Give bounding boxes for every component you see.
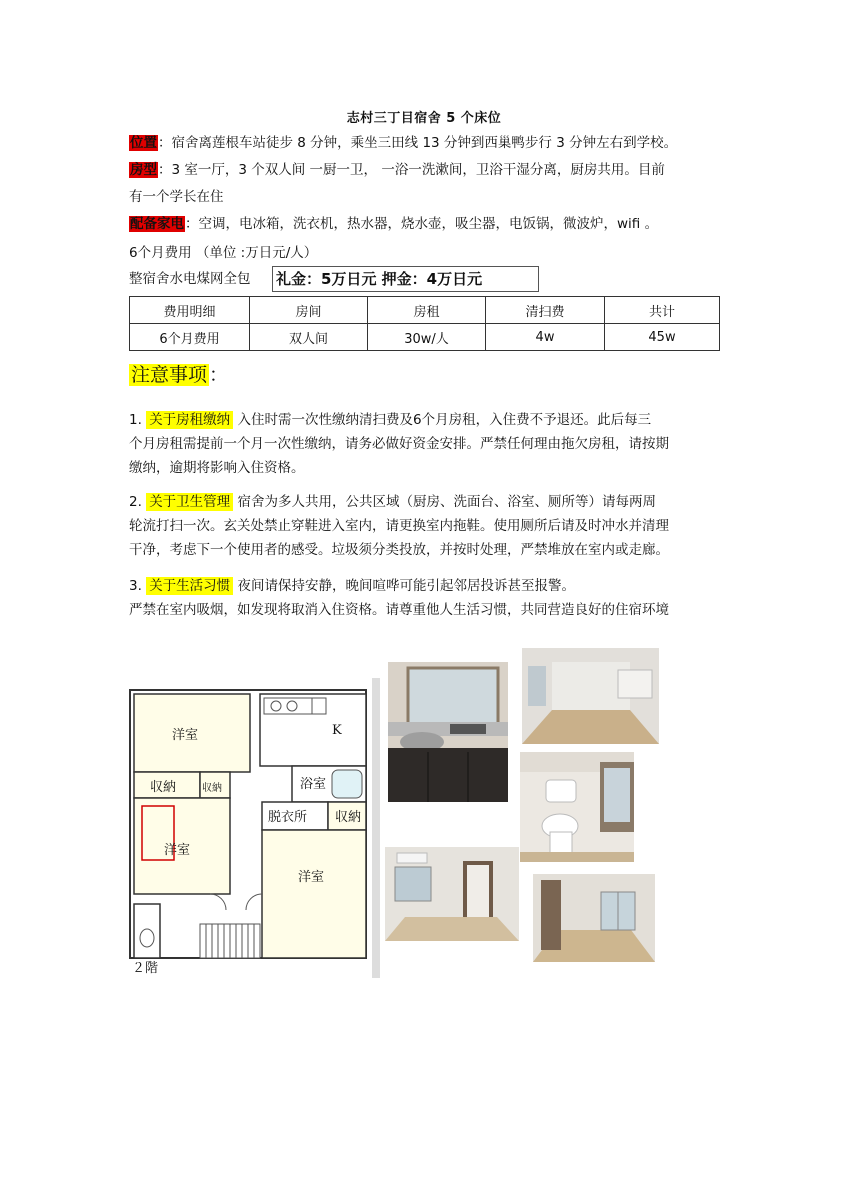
notice-number: 3. — [129, 578, 142, 594]
room-label: 収納 — [202, 783, 222, 794]
floor-plan-drawing — [128, 676, 382, 978]
notice-label: 关于生活习惯 — [146, 577, 233, 595]
fee-header-cell: 费用明细 — [130, 297, 250, 324]
fee-cell: 30w/人 — [368, 324, 486, 351]
notice-item-2 — [129, 490, 721, 562]
notice-item-3 — [129, 574, 721, 622]
room-photo-1 — [522, 648, 659, 744]
notice-text: 宿舍为多人共用，公共区域（厨房、洗面台、浴室、厕所等）请每两周 — [233, 494, 656, 510]
location-text: ：宿舍离莲根车站徒步 8 分钟，乘坐三田线 13 分钟到西巢鸭步行 3 分钟左右到学校。 — [158, 135, 678, 151]
notice-heading — [129, 353, 228, 397]
room-label: 浴室 — [300, 777, 327, 792]
room-label: 収納 — [150, 780, 177, 795]
room-label: 洋室 — [298, 870, 325, 885]
notice-text: 夜间请保持安静，晚间喧哗可能引起邻居投诉甚至报警。 — [233, 578, 575, 594]
room-label: K — [332, 723, 342, 738]
location-line — [129, 130, 729, 156]
room-photo-3 — [533, 874, 655, 962]
fee-table-row — [130, 324, 720, 351]
toilet-photo — [520, 752, 634, 862]
fee-table-header-row — [130, 297, 720, 324]
notice-text: 入住时需一次性缴纳清扫费及6个月房租，入住费不予退还。此后每三 — [233, 412, 652, 428]
notice-text: 严禁在室内吸烟，如发现将取消入住资格。请尊重他人生活习惯，共同营造良好的住宿环境 — [129, 602, 669, 618]
room-label: 洋室 — [172, 728, 199, 743]
notice-text: 轮流打扫一次。玄关处禁止穿鞋进入室内，请更换室内拖鞋。使用厕所后请及时冲水并清理 — [129, 518, 669, 534]
notice-number: 1. — [129, 412, 142, 428]
key-money-box: 礼金：5万日元 押金：4万日元 — [272, 266, 539, 292]
fee-header-cell: 清扫费 — [486, 297, 605, 324]
fee-header-cell: 房租 — [368, 297, 486, 324]
kitchen-photo — [388, 662, 508, 802]
notice-text: 缴纳，逾期将影响入住资格。 — [129, 460, 305, 476]
appliances-line — [129, 211, 729, 237]
room-type-line — [129, 157, 729, 183]
appliances-text: ：空调，电冰箱，洗衣机，热水器，烧水壶，吸尘器，电饭锅，微波炉，wifi 。 — [185, 216, 659, 232]
notice-item-1 — [129, 408, 721, 480]
fee-header-cell: 房间 — [250, 297, 368, 324]
fee-cell: 4w — [486, 324, 605, 351]
notice-heading-text: 注意事项 — [131, 364, 208, 386]
room-label: 収納 — [335, 810, 362, 825]
appliances-label: 配备家电 — [130, 216, 184, 232]
location-label: 位置 — [130, 135, 157, 151]
notice-label: 关于卫生管理 — [146, 493, 233, 511]
notice-text: 干净，考虑下一个使用者的感受。垃圾须分类投放，并按时处理，严禁堆放在室内或走廊。 — [129, 542, 669, 558]
fee-cell: 45w — [605, 324, 720, 351]
fee-cell: 双人间 — [250, 324, 368, 351]
notice-text: 个月房租需提前一个月一次性缴纳，请务必做好资金安排。严禁任何理由拖欠房租，请按期 — [129, 436, 669, 452]
room-type-line-2: 有一个学长在住 — [129, 189, 224, 205]
room-photo-2 — [385, 847, 519, 941]
fee-cell: 6个月费用 — [130, 324, 250, 351]
notice-number: 2. — [129, 494, 142, 510]
fee-table — [129, 296, 720, 351]
room-type-label: 房型 — [130, 162, 157, 178]
floor-plan — [128, 676, 382, 978]
notice-label: 关于房租缴纳 — [146, 411, 233, 429]
room-label: 洋室 — [164, 843, 191, 858]
room-label: 脱衣所 — [268, 810, 308, 825]
fee-header-cell: 共计 — [605, 297, 720, 324]
floor-label: ２階 — [132, 961, 159, 976]
fee-period-line: 6个月费用 （单位 :万日元/人） — [129, 245, 318, 261]
room-type-text: ：3 室一厅，3 个双人间 一厨一卫， 一浴一洗漱间，卫浴干湿分离，厨房共用。目前 — [158, 162, 665, 178]
page-title: 志村三丁目宿舍 5 个床位 — [346, 111, 502, 126]
fee-included-line: 整宿舍水电煤网全包 — [129, 271, 251, 287]
notice-heading-colon: ： — [209, 364, 229, 386]
